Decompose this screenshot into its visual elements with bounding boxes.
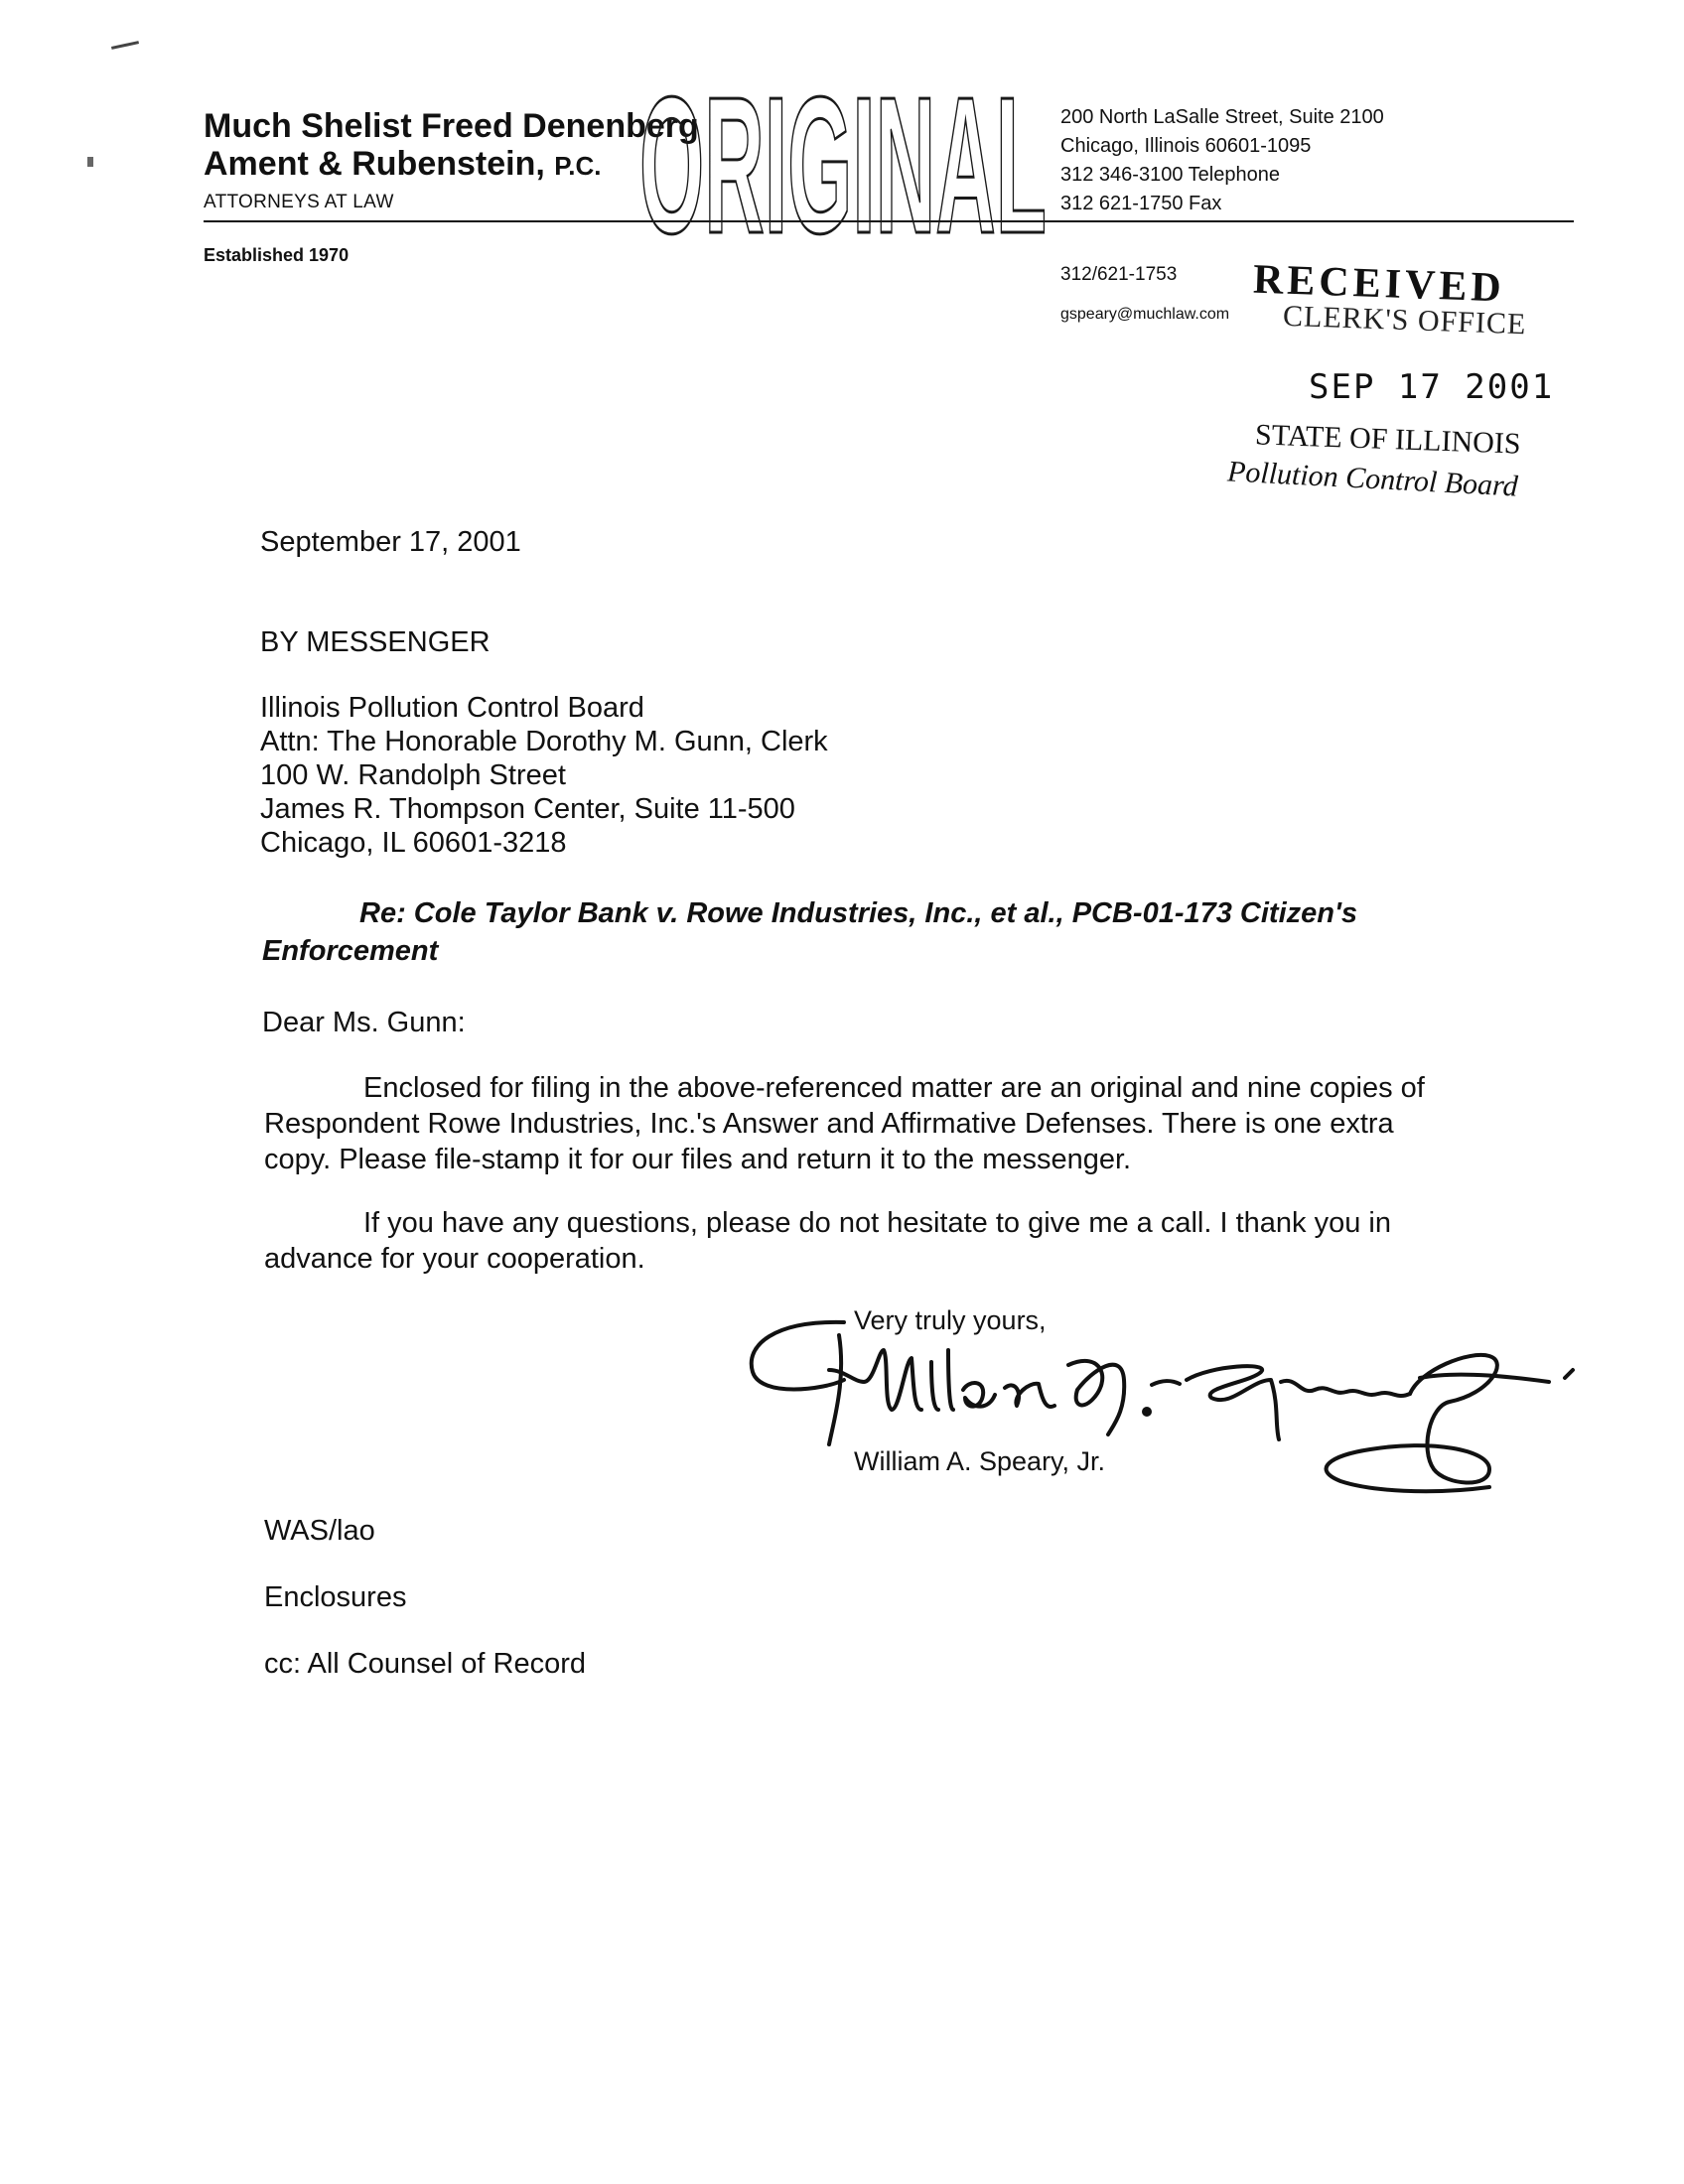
- firm-name-line2-text: Ament & Rubenstein,: [204, 145, 545, 183]
- re-text: Cole Taylor Bank v. Rowe Industries, Inc., et al., PCB-01-173 Citizen's: [413, 897, 1358, 929]
- re-line-continued: Enforcement: [262, 935, 439, 967]
- received-stamp: RECEIVED: [1252, 256, 1506, 312]
- board-stamp: Pollution Control Board: [1226, 455, 1519, 503]
- enclosures-note: Enclosures: [264, 1581, 407, 1613]
- recipient-line: 100 W. Randolph Street: [260, 759, 566, 791]
- recipient-line: Attn: The Honorable Dorothy M. Gunn, Clerk: [260, 726, 828, 757]
- body-paragraph-2: If you have any questions, please do not hesitate to give me a call. I thank you in advance for your cooperation.: [264, 1207, 1391, 1275]
- firm-subtitle: ATTORNEYS AT LAW: [204, 192, 394, 212]
- closing: Very truly yours,: [854, 1305, 1047, 1335]
- email-address: gspeary@muchlaw.com: [1060, 306, 1230, 323]
- recipient-line: James R. Thompson Center, Suite 11-500: [260, 793, 795, 825]
- recipient-line: Chicago, IL 60601-3218: [260, 827, 567, 859]
- body-paragraph-1: Enclosed for filing in the above-referenced matter are an original and nine copies of Respondent Rowe Industries, Inc.'s Answer and Affirmative Defenses. There is one extra copy. Please file-stamp it for our files and return it to the messenger.: [264, 1072, 1425, 1175]
- direct-phone: 312/621-1753: [1060, 264, 1178, 285]
- scan-speck: [87, 157, 93, 167]
- address-line: 312 621-1750 Fax: [1060, 193, 1222, 214]
- state-stamp: STATE OF ILLINOIS: [1254, 418, 1522, 461]
- firm-suffix: P.C.: [554, 151, 602, 181]
- signature: [735, 1310, 1579, 1509]
- firm-name-line1: Much Shelist Freed Denenberg: [204, 107, 699, 145]
- recipient-address: [260, 691, 828, 860]
- cc-line: cc: All Counsel of Record: [264, 1648, 586, 1680]
- address-line: Chicago, Illinois 60601-1095: [1060, 135, 1312, 157]
- address-line: 312 346-3100 Telephone: [1060, 164, 1280, 186]
- established-year: Established 1970: [204, 245, 350, 265]
- clerks-office-stamp: CLERK'S OFFICE: [1282, 299, 1527, 341]
- re-label: Re:: [359, 897, 406, 929]
- address-line: 200 North LaSalle Street, Suite 2100: [1060, 106, 1384, 128]
- typist-initials: WAS/lao: [264, 1515, 375, 1547]
- received-date-stamp: SEP 17 2001: [1309, 367, 1555, 407]
- letter-date: September 17, 2001: [260, 526, 521, 558]
- firm-address: [1060, 103, 1384, 218]
- firm-name-line2: [204, 145, 601, 185]
- re-line: [359, 895, 1357, 931]
- salutation: Dear Ms. Gunn:: [262, 1007, 466, 1038]
- original-stamp-text: ORIGINAL: [639, 57, 1047, 246]
- recipient-line: Illinois Pollution Control Board: [260, 692, 644, 724]
- original-stamp: [635, 38, 1052, 246]
- scan-speck: [111, 41, 139, 50]
- signer-name: William A. Speary, Jr.: [854, 1446, 1106, 1476]
- delivery-method: BY MESSENGER: [260, 626, 491, 658]
